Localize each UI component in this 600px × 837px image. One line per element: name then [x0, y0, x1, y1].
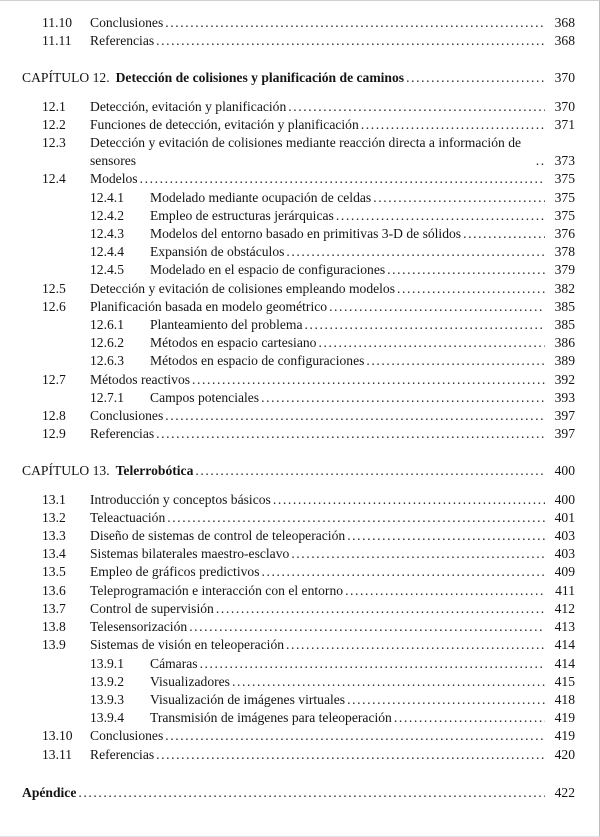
- dot-leader: [200, 655, 545, 673]
- entry-page-number: 379: [554, 262, 575, 278]
- toc-entry-row: [22, 14, 575, 32]
- entry-number: 13.4: [42, 546, 66, 562]
- entry-title: Visualizadores: [150, 673, 230, 689]
- entry-page-number: 397: [554, 408, 575, 424]
- entry-page-number: 368: [554, 15, 575, 30]
- entry-page-number: 376: [554, 226, 575, 242]
- dot-leader: [336, 207, 545, 225]
- entry-title: Conclusiones: [90, 728, 164, 744]
- dot-leader: [156, 425, 545, 443]
- dot-leader: [216, 600, 545, 618]
- entry-number: 13.2: [42, 509, 66, 525]
- dot-leader: [140, 170, 545, 188]
- entry-title: Teleactuación: [90, 509, 166, 525]
- dot-leader: [361, 116, 545, 134]
- toc-entry-row: [22, 389, 575, 407]
- toc-entry-row: [22, 170, 575, 188]
- entry-title: Métodos reactivos: [90, 371, 191, 387]
- entry-number: 12.2: [42, 116, 66, 132]
- entry-page-number: 415: [554, 673, 575, 689]
- entry-number: 12.5: [42, 280, 66, 296]
- dot-leader: [232, 673, 545, 691]
- toc-entry-row: [22, 691, 575, 709]
- toc-chapter-row: [22, 69, 575, 87]
- entry-title: Detección, evitación y planificación: [90, 98, 287, 114]
- toc-entry-row: [22, 316, 575, 334]
- entry-title: Funciones de detección, evitación y planificación: [90, 116, 359, 132]
- entry-title: Modelos del entorno basado en primitivas 3-D de sólidos: [150, 226, 462, 242]
- entry-page-number: 385: [554, 317, 575, 333]
- entry-number: 12.4.3: [90, 226, 124, 242]
- dot-leader: [195, 462, 545, 480]
- dot-leader: [189, 618, 545, 636]
- entry-page-number: 418: [554, 691, 575, 707]
- entry-number: 13.7: [42, 600, 66, 616]
- entry-number: 13.9.3: [90, 691, 124, 707]
- entry-title: Telesensorización: [90, 619, 188, 635]
- toc-entry-row: [22, 98, 575, 116]
- entry-page-number: 392: [554, 371, 575, 387]
- entry-page-number: 373: [554, 153, 575, 169]
- dot-leader: [345, 582, 545, 600]
- entry-title: Planteamiento del problema: [150, 317, 303, 333]
- entry-number: 11.11: [42, 33, 72, 49]
- entry-title: Teleprogramación e interacción con el entorno: [90, 582, 344, 598]
- dot-leader: [156, 32, 545, 50]
- entry-number: 13.9.2: [90, 673, 124, 689]
- entry-title: Empleo de estructuras jerárquicas: [150, 207, 334, 223]
- entry-title: Introducción y conceptos básicos: [90, 491, 271, 507]
- entry-number: 12.4.2: [90, 207, 124, 223]
- dot-leader: [167, 509, 545, 527]
- entry-page-number: 375: [554, 207, 575, 223]
- dot-leader: [286, 636, 545, 654]
- entry-title: Referencias: [90, 33, 155, 49]
- entry-title: Cámaras: [150, 655, 198, 671]
- toc-entry-row: [22, 563, 575, 581]
- appendix-page-number: 422: [554, 784, 575, 800]
- dot-leader: [536, 152, 545, 170]
- entry-number: 13.9.4: [90, 710, 124, 726]
- entry-page-number: 397: [554, 426, 575, 442]
- entry-number: 12.8: [42, 408, 66, 424]
- dot-leader: [78, 784, 545, 802]
- dot-leader: [347, 691, 545, 709]
- entry-title: Sistemas bilaterales maestro-esclavo: [90, 546, 290, 562]
- entry-title: Control de supervisión: [90, 600, 214, 616]
- toc-entry-row: [22, 425, 575, 443]
- toc-entry-row: [22, 334, 575, 352]
- entry-page-number: 420: [554, 746, 575, 762]
- entry-title: Conclusiones: [90, 15, 164, 30]
- toc-entry-row: [22, 189, 575, 207]
- entry-page-number: 375: [554, 171, 575, 187]
- dot-leader: [291, 545, 545, 563]
- entry-title: Expansión de obstáculos: [150, 244, 285, 260]
- dot-leader: [318, 334, 545, 352]
- entry-number: 13.3: [42, 528, 66, 544]
- entry-page-number: 411: [555, 582, 575, 598]
- entry-title: Sistemas de visión en teleoperación: [90, 637, 285, 653]
- chapter-label: CAPÍTULO 12.: [22, 70, 110, 86]
- entry-title: Modelado mediante ocupación de celdas: [150, 189, 372, 205]
- dot-leader: [397, 280, 545, 298]
- entry-page-number: 403: [554, 528, 575, 544]
- dot-leader: [156, 746, 545, 764]
- toc-entry-row: [22, 225, 575, 243]
- toc-entry-row: [22, 371, 575, 389]
- entry-title: Métodos en espacio cartesiano: [150, 335, 317, 351]
- dot-leader: [192, 371, 545, 389]
- dot-leader: [165, 14, 545, 32]
- dot-leader: [288, 98, 545, 116]
- entry-number: 12.7: [42, 371, 66, 387]
- toc-entry-row: [22, 673, 575, 691]
- entry-number: 12.6: [42, 298, 66, 314]
- toc-entry-row: [22, 32, 575, 50]
- dot-leader: [273, 491, 545, 509]
- entry-title: Diseño de sistemas de control de teleoperación: [90, 528, 346, 544]
- entry-page-number: 409: [554, 564, 575, 580]
- entry-number: 11.10: [42, 15, 73, 30]
- entry-page-number: 414: [554, 637, 575, 653]
- chapter-page-number: 370: [554, 70, 575, 86]
- dot-leader: [394, 709, 545, 727]
- toc-entry-row: [22, 261, 575, 279]
- entry-number: 12.6.2: [90, 335, 124, 351]
- dot-leader: [347, 527, 545, 545]
- chapter-title: Detección de colisiones y planificación de caminos: [115, 70, 405, 86]
- entry-title: Conclusiones: [90, 408, 164, 424]
- toc-entry-row: [22, 746, 575, 764]
- dot-leader: [165, 727, 545, 745]
- dot-leader: [463, 225, 545, 243]
- toc-entry-row: [22, 582, 575, 600]
- entry-title: Transmisión de imágenes para teleoperación: [150, 710, 392, 726]
- dot-leader: [373, 189, 545, 207]
- entry-page-number: 419: [554, 710, 575, 726]
- toc-entry-row: [22, 298, 575, 316]
- entry-page-number: 401: [554, 509, 575, 525]
- entry-number: 13.6: [42, 582, 66, 598]
- toc-entry-row: [22, 655, 575, 673]
- entry-title: Visualización de imágenes virtuales: [150, 691, 346, 707]
- entry-page-number: 378: [554, 244, 575, 260]
- entry-page-number: 400: [554, 491, 575, 507]
- entry-title: Campos potenciales: [150, 389, 260, 405]
- entry-page-number: 389: [554, 353, 575, 369]
- entry-page-number: 368: [554, 33, 575, 49]
- entry-title: Modelado en el espacio de configuraciones: [150, 262, 386, 278]
- entry-page-number: 413: [554, 619, 575, 635]
- toc-entry-row: [22, 709, 575, 727]
- entry-number: 13.8: [42, 619, 66, 635]
- dot-leader: [406, 69, 545, 87]
- entry-title: Detección y evitación de colisiones mediante reacción directa a información de sensores: [90, 135, 522, 169]
- toc-entry-row: [22, 280, 575, 298]
- entry-number: 12.4.1: [90, 189, 124, 205]
- entry-page-number: 414: [554, 655, 575, 671]
- entry-number: 13.9: [42, 637, 66, 653]
- entry-number: 13.9.1: [90, 655, 124, 671]
- dot-leader: [387, 261, 545, 279]
- chapter-title: Telerrobótica: [115, 463, 194, 479]
- entry-number: 13.5: [42, 564, 66, 580]
- toc-entry-row: [22, 491, 575, 509]
- entry-title: Referencias: [90, 426, 155, 442]
- toc-entry-row: [22, 243, 575, 261]
- dot-leader: [165, 407, 545, 425]
- entry-page-number: 386: [554, 335, 575, 351]
- entry-page-number: 412: [554, 600, 575, 616]
- toc-entry-row: [22, 207, 575, 225]
- entry-number: 12.9: [42, 426, 66, 442]
- entry-number: 12.4: [42, 171, 66, 187]
- entry-page-number: 375: [554, 189, 575, 205]
- entry-page-number: 371: [554, 116, 575, 132]
- toc-entry-row: [22, 618, 575, 636]
- toc-entry-row: [22, 527, 575, 545]
- chapter-label: CAPÍTULO 13.: [22, 463, 110, 479]
- entry-number: 13.11: [42, 746, 73, 762]
- entry-number: 12.1: [42, 98, 66, 114]
- entry-title: Detección y evitación de colisiones empleando modelos: [90, 280, 396, 296]
- toc-entry-row: [22, 636, 575, 654]
- entry-page-number: 403: [554, 546, 575, 562]
- toc-entry-row: [22, 545, 575, 563]
- entry-page-number: 370: [554, 98, 575, 114]
- entry-page-number: 385: [554, 298, 575, 314]
- entry-title: Referencias: [90, 746, 155, 762]
- toc-entry-row: [22, 509, 575, 527]
- entry-title: Empleo de gráficos predictivos: [90, 564, 260, 580]
- toc-entry-row: [22, 727, 575, 745]
- entry-page-number: 382: [554, 280, 575, 296]
- entry-number: 12.4.5: [90, 262, 124, 278]
- dot-leader: [329, 298, 545, 316]
- entry-title: Modelos: [90, 171, 138, 187]
- entry-title: Métodos en espacio de configuraciones: [150, 353, 365, 369]
- entry-number: 13.10: [42, 728, 73, 744]
- toc-appendix-row: [22, 784, 575, 802]
- appendix-title: Apéndice: [22, 784, 77, 800]
- chapter-page-number: 400: [554, 463, 575, 479]
- toc: [22, 14, 575, 802]
- dot-leader: [262, 563, 546, 581]
- toc-entry-row: [22, 134, 575, 170]
- entry-number: 13.1: [42, 491, 66, 507]
- toc-entry-row: [22, 600, 575, 618]
- entry-title: Planificación basada en modelo geométrico: [90, 298, 328, 314]
- entry-number: 12.7.1: [90, 389, 124, 405]
- entry-number: 12.6.3: [90, 353, 124, 369]
- entry-page-number: 393: [554, 389, 575, 405]
- entry-number: 12.4.4: [90, 244, 124, 260]
- dot-leader: [286, 243, 545, 261]
- entry-page-number: 419: [554, 728, 575, 744]
- entry-number: 12.3: [42, 135, 66, 151]
- dot-leader: [305, 316, 545, 334]
- entry-number: 12.6.1: [90, 317, 124, 333]
- toc-entry-row: [22, 352, 575, 370]
- toc-entry-row: [22, 116, 575, 134]
- dot-leader: [366, 352, 545, 370]
- dot-leader: [261, 389, 545, 407]
- toc-chapter-row: [22, 462, 575, 480]
- toc-entry-row: [22, 407, 575, 425]
